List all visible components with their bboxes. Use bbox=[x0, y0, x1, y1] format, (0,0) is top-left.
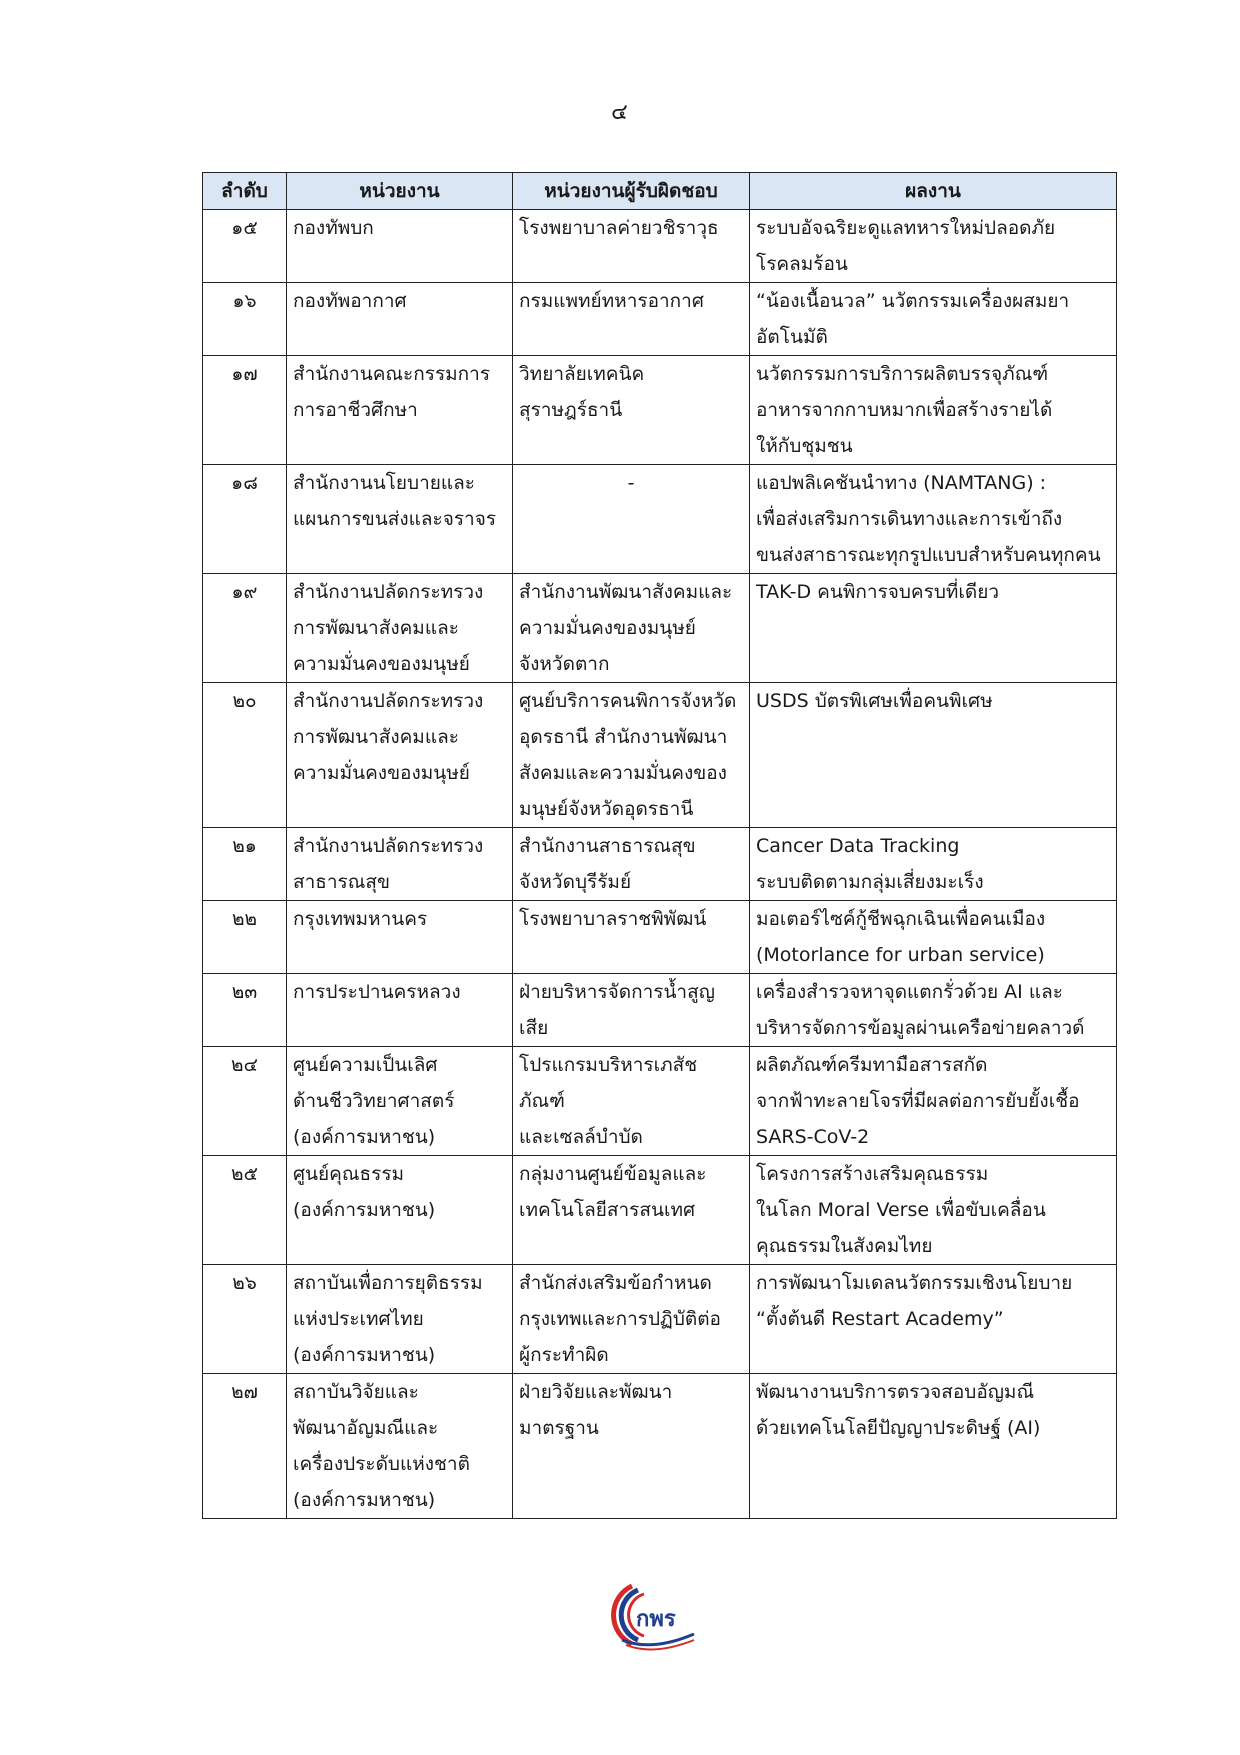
responsible-unit-cell bbox=[513, 1156, 750, 1265]
responsible-unit-cell-line: สำนักงานพัฒนาสังคมและ bbox=[519, 581, 733, 603]
work-cell bbox=[750, 1047, 1117, 1156]
agency-cell-line: สำนักงานนโยบายและ bbox=[293, 472, 475, 494]
work-cell-line: โรคลมร้อน bbox=[756, 253, 848, 275]
agency-cell-line: สถาบันวิจัยและ bbox=[293, 1381, 419, 1403]
responsible-unit-cell bbox=[513, 356, 750, 465]
work-cell bbox=[750, 1374, 1117, 1519]
agency-cell-line: แผนการขนส่งและจราจร bbox=[293, 508, 497, 530]
agency-cell bbox=[287, 1374, 513, 1519]
agency-cell-line: (องค์การมหาชน) bbox=[293, 1344, 436, 1366]
work-cell-line: บริหารจัดการข้อมูลผ่านเครือข่ายคลาวด์ bbox=[756, 1017, 1085, 1039]
responsible-unit-cell-line: สำนักส่งเสริมข้อกำหนด bbox=[519, 1272, 712, 1294]
work-cell-line: อัตโนมัติ bbox=[756, 326, 828, 348]
responsible-unit-cell-line: ความมั่นคงของมนุษย์ bbox=[519, 617, 696, 639]
agency-cell bbox=[287, 683, 513, 828]
work-cell-line: USDS บัตรพิเศษเพื่อคนพิเศษ bbox=[756, 690, 993, 712]
work-cell-line: นวัตกรรมการบริการผลิตบรรจุภัณฑ์ bbox=[756, 363, 1049, 385]
agency-cell-line: สถาบันเพื่อการยุติธรรม bbox=[293, 1272, 483, 1294]
work-cell-line: ผลิตภัณฑ์ครีมทามือสารสกัด bbox=[756, 1054, 988, 1076]
agency-cell-line: ความมั่นคงของมนุษย์ bbox=[293, 762, 470, 784]
agency-cell bbox=[287, 901, 513, 974]
agency-cell-line: พัฒนาอัญมณีและ bbox=[293, 1417, 439, 1439]
work-cell-line: การพัฒนาโมเดลนวัตกรรมเชิงนโยบาย bbox=[756, 1272, 1073, 1294]
responsible-unit-cell bbox=[513, 974, 750, 1047]
agency-cell-line: เครื่องประดับแห่งชาติ bbox=[293, 1453, 470, 1475]
responsible-unit-cell-line: ศูนย์บริการคนพิการจังหวัด bbox=[519, 690, 737, 712]
agency-cell bbox=[287, 574, 513, 683]
work-cell bbox=[750, 1265, 1117, 1374]
agency-cell bbox=[287, 356, 513, 465]
work-cell bbox=[750, 210, 1117, 283]
responsible-unit-cell-line: ฝ่ายบริหารจัดการน้ำสูญเสีย bbox=[519, 981, 715, 1039]
agency-cell-line: (องค์การมหาชน) bbox=[293, 1126, 436, 1148]
agency-cell-line: (องค์การมหาชน) bbox=[293, 1199, 436, 1221]
work-cell-line: “น้องเนื้อนวล” นวัตกรรมเครื่องผสมยา bbox=[756, 290, 1070, 312]
agency-cell-line: (องค์การมหาชน) bbox=[293, 1489, 436, 1511]
work-cell bbox=[750, 974, 1117, 1047]
responsible-unit-cell-line: มนุษย์จังหวัดอุดรธานี bbox=[519, 798, 694, 820]
row-number: ๑๗ bbox=[203, 356, 287, 465]
responsible-unit-cell-line: - bbox=[627, 472, 635, 494]
responsible-unit-cell-line: โรงพยาบาลราชพิพัฒน์ bbox=[519, 908, 707, 930]
row-number: ๒๔ bbox=[203, 1047, 287, 1156]
agency-cell-line: สำนักงานคณะกรรมการ bbox=[293, 363, 491, 385]
row-number: ๒๖ bbox=[203, 1265, 287, 1374]
row-number: ๒๗ bbox=[203, 1374, 287, 1519]
work-cell-line: Cancer Data Tracking bbox=[756, 835, 960, 857]
work-cell bbox=[750, 828, 1117, 901]
table-row bbox=[203, 356, 1117, 465]
table-row bbox=[203, 901, 1117, 974]
agency-cell-line: กรุงเทพมหานคร bbox=[293, 908, 428, 930]
work-cell bbox=[750, 465, 1117, 574]
responsible-unit-cell-line: โปรแกรมบริหารเภสัชภัณฑ์ bbox=[519, 1054, 698, 1112]
work-cell bbox=[750, 283, 1117, 356]
page-number: ๔ bbox=[611, 100, 629, 125]
work-cell-line: จากฟ้าทะลายโจรที่มีผลต่อการยับยั้งเชื้อ bbox=[756, 1090, 1080, 1112]
row-number: ๒๐ bbox=[203, 683, 287, 828]
work-cell bbox=[750, 683, 1117, 828]
row-number: ๒๓ bbox=[203, 974, 287, 1047]
agency-cell-line: กองทัพบก bbox=[293, 217, 374, 239]
work-cell-line: ขนส่งสาธารณะทุกรูปแบบสำหรับคนทุกคน bbox=[756, 544, 1101, 566]
table-row bbox=[203, 574, 1117, 683]
responsible-unit-cell bbox=[513, 828, 750, 901]
work-cell-line: ด้วยเทคโนโลยีปัญญาประดิษฐ์ (AI) bbox=[756, 1417, 1041, 1439]
agency-cell-line: สำนักงานปลัดกระทรวง bbox=[293, 835, 484, 857]
responsible-unit-cell-line: กรุงเทพและการปฏิบัติต่อ bbox=[519, 1308, 721, 1330]
work-cell-line: อาหารจากกาบหมากเพื่อสร้างรายได้ bbox=[756, 399, 1053, 421]
agency-cell-line: แห่งประเทศไทย bbox=[293, 1308, 424, 1330]
table-row bbox=[203, 283, 1117, 356]
work-cell-line: คุณธรรมในสังคมไทย bbox=[756, 1235, 933, 1257]
awards-table bbox=[202, 172, 1117, 1519]
row-number: ๑๙ bbox=[203, 574, 287, 683]
agency-cell bbox=[287, 828, 513, 901]
table-row bbox=[203, 1265, 1117, 1374]
table-row bbox=[203, 1047, 1117, 1156]
work-cell-line: มอเตอร์ไซค์กู้ชีพฉุกเฉินเพื่อคนเมือง bbox=[756, 908, 1046, 930]
agency-cell-line: ศูนย์ความเป็นเลิศ bbox=[293, 1054, 438, 1076]
agency-cell-line: ความมั่นคงของมนุษย์ bbox=[293, 653, 470, 675]
table-body bbox=[203, 210, 1117, 1519]
work-cell-line: ให้กับชุมชน bbox=[756, 435, 853, 457]
work-cell-line: ระบบติดตามกลุ่มเสี่ยงมะเร็ง bbox=[756, 871, 984, 893]
work-cell-line: เพื่อส่งเสริมการเดินทางและการเข้าถึง bbox=[756, 508, 1063, 530]
opdc-logo bbox=[602, 1578, 700, 1654]
work-cell-line: (Motorlance for urban service) bbox=[756, 944, 1045, 966]
agency-cell-line: การประปานครหลวง bbox=[293, 981, 461, 1003]
responsible-unit-cell bbox=[513, 210, 750, 283]
responsible-unit-cell-line: สำนักงานสาธารณสุข bbox=[519, 835, 696, 857]
work-cell-line: เครื่องสำรวจหาจุดแตกรั่วด้วย AI และ bbox=[756, 981, 1063, 1003]
work-cell-line: ระบบอัจฉริยะดูแลทหารใหม่ปลอดภัย bbox=[756, 217, 1056, 239]
table-row bbox=[203, 828, 1117, 901]
agency-cell-line: ศูนย์คุณธรรม bbox=[293, 1163, 405, 1185]
work-cell-line: แอปพลิเคชันนำทาง (NAMTANG) : bbox=[756, 472, 1047, 494]
responsible-unit-cell-line: จังหวัดตาก bbox=[519, 653, 610, 675]
row-number: ๒๒ bbox=[203, 901, 287, 974]
responsible-unit-cell-line: อุดรธานี สำนักงานพัฒนา bbox=[519, 726, 728, 748]
responsible-unit-cell bbox=[513, 1374, 750, 1519]
responsible-unit-cell-line: กลุ่มงานศูนย์ข้อมูลและ bbox=[519, 1163, 707, 1185]
responsible-unit-cell-line: และเซลล์บำบัด bbox=[519, 1126, 643, 1148]
work-cell-line: TAK-D คนพิการจบครบที่เดียว bbox=[756, 581, 1000, 603]
responsible-unit-cell-line: ผู้กระทำผิด bbox=[519, 1344, 609, 1366]
work-cell-line: “ตั้งต้นดี Restart Academy” bbox=[756, 1308, 1004, 1330]
responsible-unit-cell-line: ฝ่ายวิจัยและพัฒนามาตรฐาน bbox=[519, 1381, 673, 1439]
agency-cell-line: สำนักงานปลัดกระทรวง bbox=[293, 690, 484, 712]
work-cell bbox=[750, 1156, 1117, 1265]
agency-cell bbox=[287, 1047, 513, 1156]
row-number: ๒๑ bbox=[203, 828, 287, 901]
work-cell-line: โครงการสร้างเสริมคุณธรรม bbox=[756, 1163, 989, 1185]
responsible-unit-cell-line: จังหวัดบุรีรัมย์ bbox=[519, 871, 632, 893]
responsible-unit-cell bbox=[513, 1265, 750, 1374]
responsible-unit-cell-line: สังคมและความมั่นคงของ bbox=[519, 762, 727, 784]
agency-cell-line: การอาชีวศึกษา bbox=[293, 399, 418, 421]
responsible-unit-cell bbox=[513, 901, 750, 974]
work-cell-line: ในโลก Moral Verse เพื่อขับเคลื่อน bbox=[756, 1199, 1046, 1221]
responsible-unit-cell-line: กรมแพทย์ทหารอากาศ bbox=[519, 290, 704, 312]
work-cell bbox=[750, 574, 1117, 683]
header-work: ผลงาน bbox=[750, 173, 1117, 210]
responsible-unit-cell bbox=[513, 283, 750, 356]
agency-cell bbox=[287, 1265, 513, 1374]
agency-cell bbox=[287, 283, 513, 356]
agency-cell-line: การพัฒนาสังคมและ bbox=[293, 617, 459, 639]
header-responsible-unit: หน่วยงานผู้รับผิดชอบ bbox=[513, 173, 750, 210]
agency-cell bbox=[287, 974, 513, 1047]
agency-cell-line: ด้านชีววิทยาศาสตร์ bbox=[293, 1090, 455, 1112]
table-row bbox=[203, 1374, 1117, 1519]
agency-cell bbox=[287, 1156, 513, 1265]
responsible-unit-cell bbox=[513, 1047, 750, 1156]
table-row bbox=[203, 465, 1117, 574]
responsible-unit-cell bbox=[513, 574, 750, 683]
row-number: ๑๖ bbox=[203, 283, 287, 356]
responsible-unit-cell-line: โรงพยาบาลค่ายวชิราวุธ bbox=[519, 217, 719, 239]
responsible-unit-cell bbox=[513, 465, 750, 574]
header-order: ลำดับ bbox=[203, 173, 287, 210]
agency-cell-line: การพัฒนาสังคมและ bbox=[293, 726, 459, 748]
table-row bbox=[203, 210, 1117, 283]
table-row bbox=[203, 683, 1117, 828]
work-cell bbox=[750, 901, 1117, 974]
row-number: ๒๕ bbox=[203, 1156, 287, 1265]
row-number: ๑๕ bbox=[203, 210, 287, 283]
header-agency: หน่วยงาน bbox=[287, 173, 513, 210]
responsible-unit-cell-line: วิทยาลัยเทคนิคสุราษฎร์ธานี bbox=[519, 363, 645, 421]
responsible-unit-cell bbox=[513, 683, 750, 828]
responsible-unit-cell-line: เทคโนโลยีสารสนเทศ bbox=[519, 1199, 696, 1221]
row-number: ๑๘ bbox=[203, 465, 287, 574]
table-row bbox=[203, 1156, 1117, 1265]
agency-cell bbox=[287, 465, 513, 574]
work-cell-line: พัฒนางานบริการตรวจสอบอัญมณี bbox=[756, 1381, 1035, 1403]
agency-cell bbox=[287, 210, 513, 283]
logo-text: กพร bbox=[636, 1607, 676, 1632]
table-row bbox=[203, 974, 1117, 1047]
work-cell-line: SARS-CoV-2 bbox=[756, 1126, 870, 1148]
agency-cell-line: สาธารณสุข bbox=[293, 871, 390, 893]
work-cell bbox=[750, 356, 1117, 465]
agency-cell-line: กองทัพอากาศ bbox=[293, 290, 407, 312]
table-header-row bbox=[203, 173, 1117, 210]
agency-cell-line: สำนักงานปลัดกระทรวง bbox=[293, 581, 484, 603]
